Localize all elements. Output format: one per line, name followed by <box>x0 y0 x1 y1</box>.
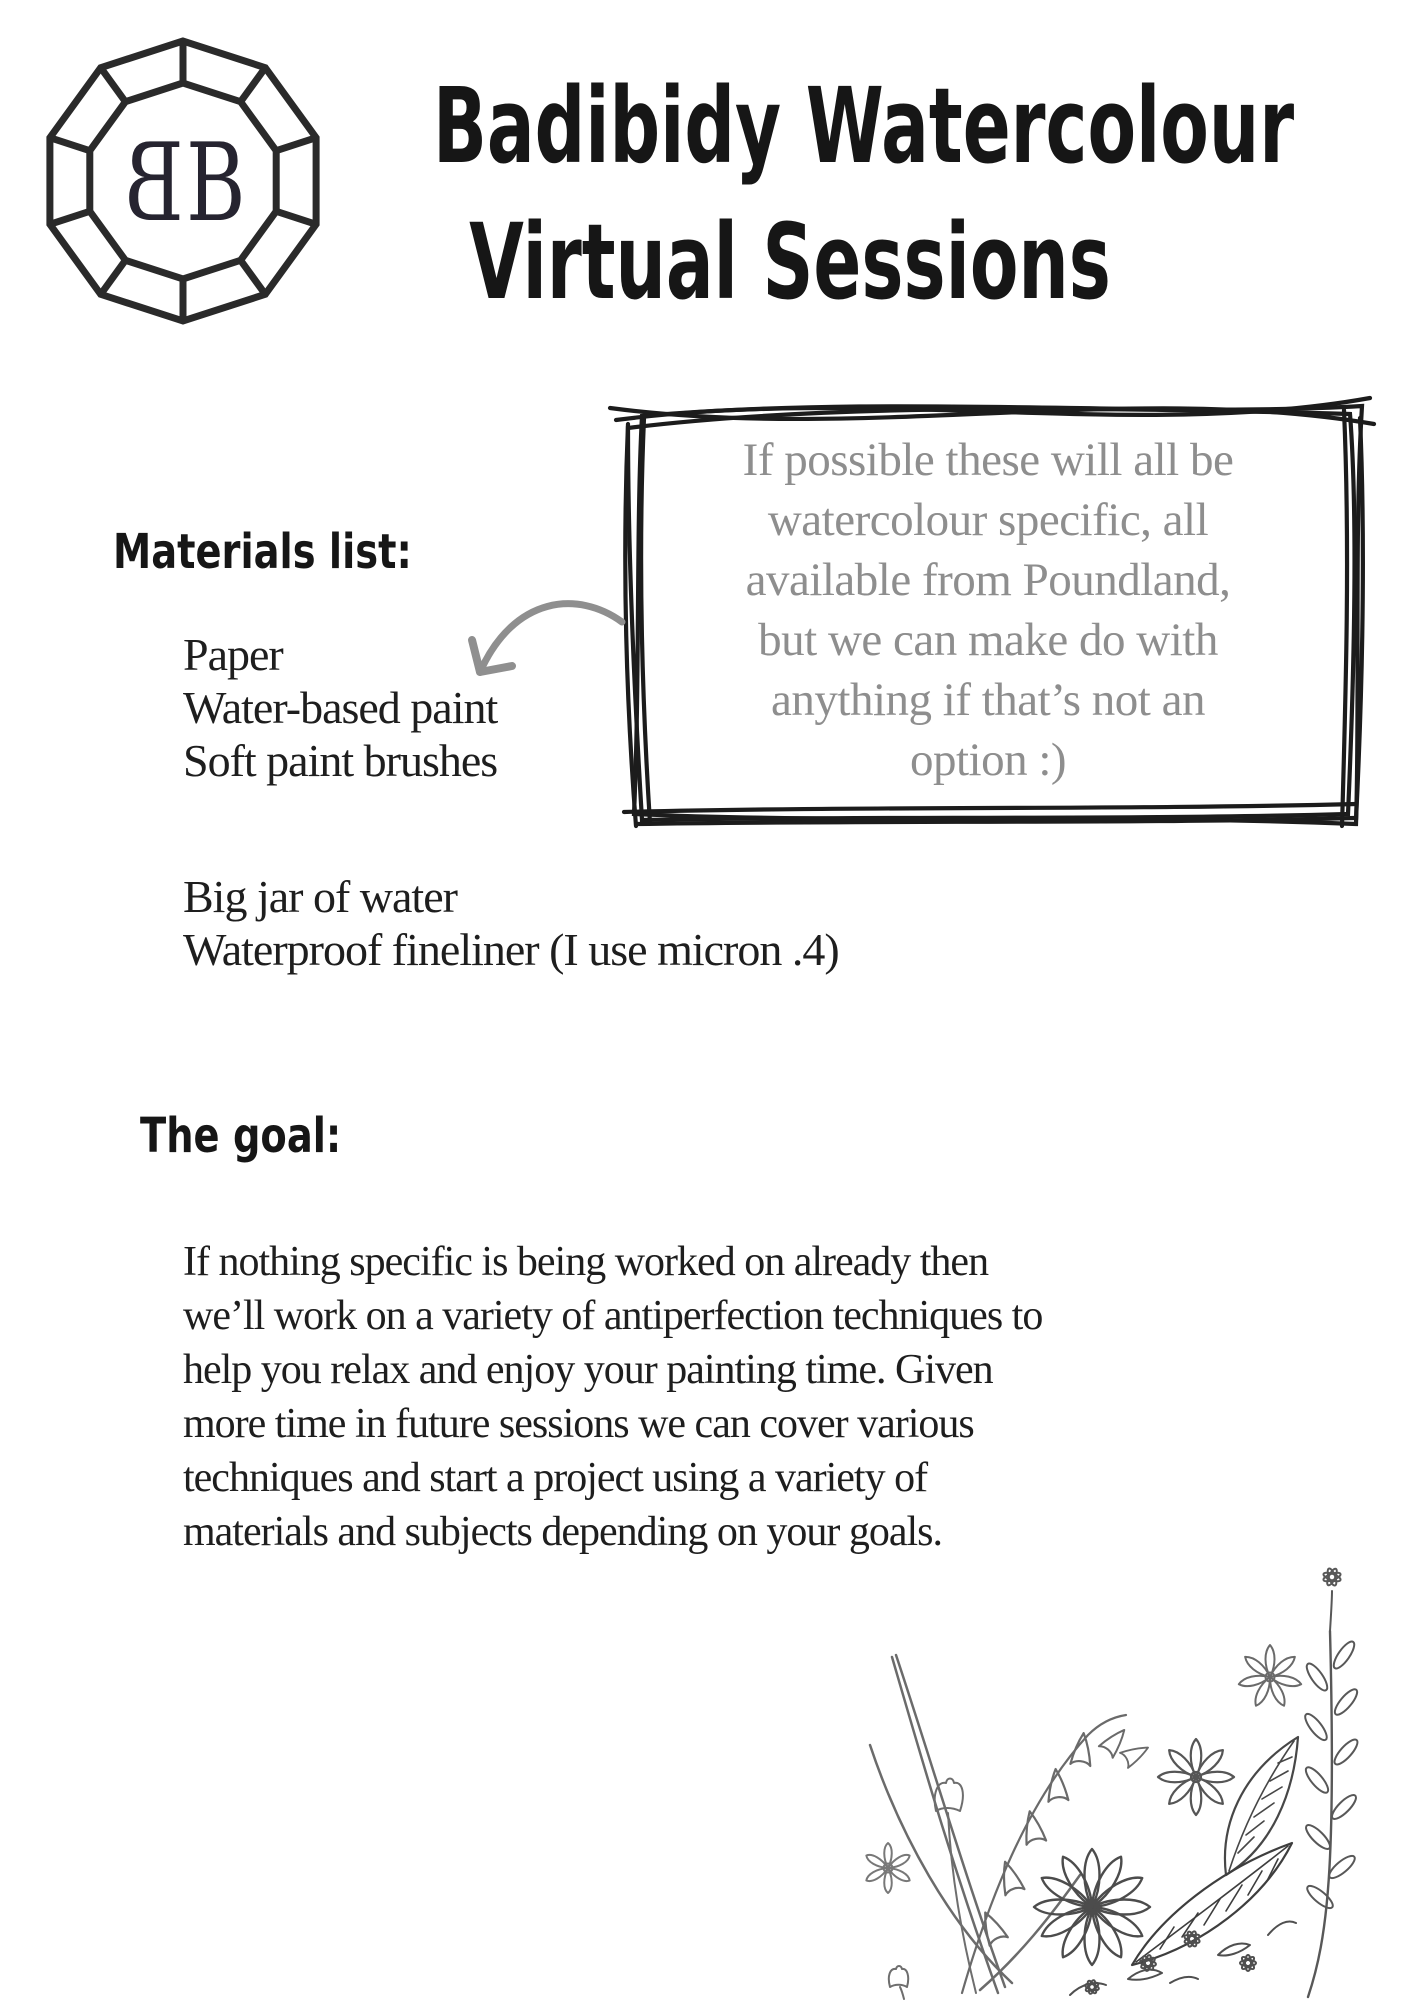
note-line: but we can make do with <box>758 614 1218 666</box>
list-item: Big jar of water <box>183 871 457 922</box>
top-daisy <box>1238 1645 1302 1708</box>
page-title-line-1: Badibidy Watercolour <box>433 65 1295 187</box>
logo-monogram-left: B <box>124 119 184 247</box>
note-line: available from Poundland, <box>745 554 1231 606</box>
materials-list-group-1 <box>183 628 497 787</box>
goal-paragraph <box>183 1235 1042 1559</box>
goal-heading: The goal: <box>140 1108 342 1164</box>
paragraph-line: materials and subjects depending on your goals. <box>183 1509 942 1555</box>
list-item: Soft paint brushes <box>183 735 498 786</box>
logo-monogram-right: B <box>186 119 246 247</box>
note-line: anything if that’s not an <box>771 674 1205 726</box>
note-text <box>630 430 1346 790</box>
small-blossoms <box>1070 1922 1296 1996</box>
page-title-line-2: Virtual Sessions <box>469 201 1111 323</box>
hatched-leaf-lower <box>1132 1843 1292 1965</box>
paragraph-line: help you relax and enjoy your painting time. Given <box>183 1347 993 1393</box>
grass-blades <box>870 1655 1080 1993</box>
note-line: If possible these will all be <box>742 434 1234 486</box>
materials-heading: Materials list: <box>113 524 412 580</box>
paragraph-line: techniques and start a project using a variety of <box>183 1455 928 1501</box>
note-line: option :) <box>909 734 1067 786</box>
paragraph-line: more time in future sessions we can cover various <box>183 1401 974 1447</box>
paragraph-line: we’ll work on a variety of antiperfection techniques to <box>183 1293 1043 1339</box>
lavender-sprig <box>1302 1567 1361 1997</box>
floral-illustration <box>830 1535 1415 2000</box>
medium-daisy <box>1158 1739 1234 1815</box>
list-item: Waterproof fineliner (I use micron .4) <box>183 924 839 975</box>
page-title <box>265 58 1315 330</box>
note-line: watercolour specific, all <box>767 494 1209 546</box>
bluebell-branch <box>962 1715 1152 1993</box>
small-daisy <box>864 1843 911 1893</box>
list-item: Water-based paint <box>183 682 498 733</box>
paragraph-line: If nothing specific is being worked on already then <box>183 1239 989 1285</box>
large-daisy <box>1034 1849 1150 1965</box>
materials-list-group-2 <box>183 870 839 976</box>
list-item: Paper <box>183 629 283 680</box>
